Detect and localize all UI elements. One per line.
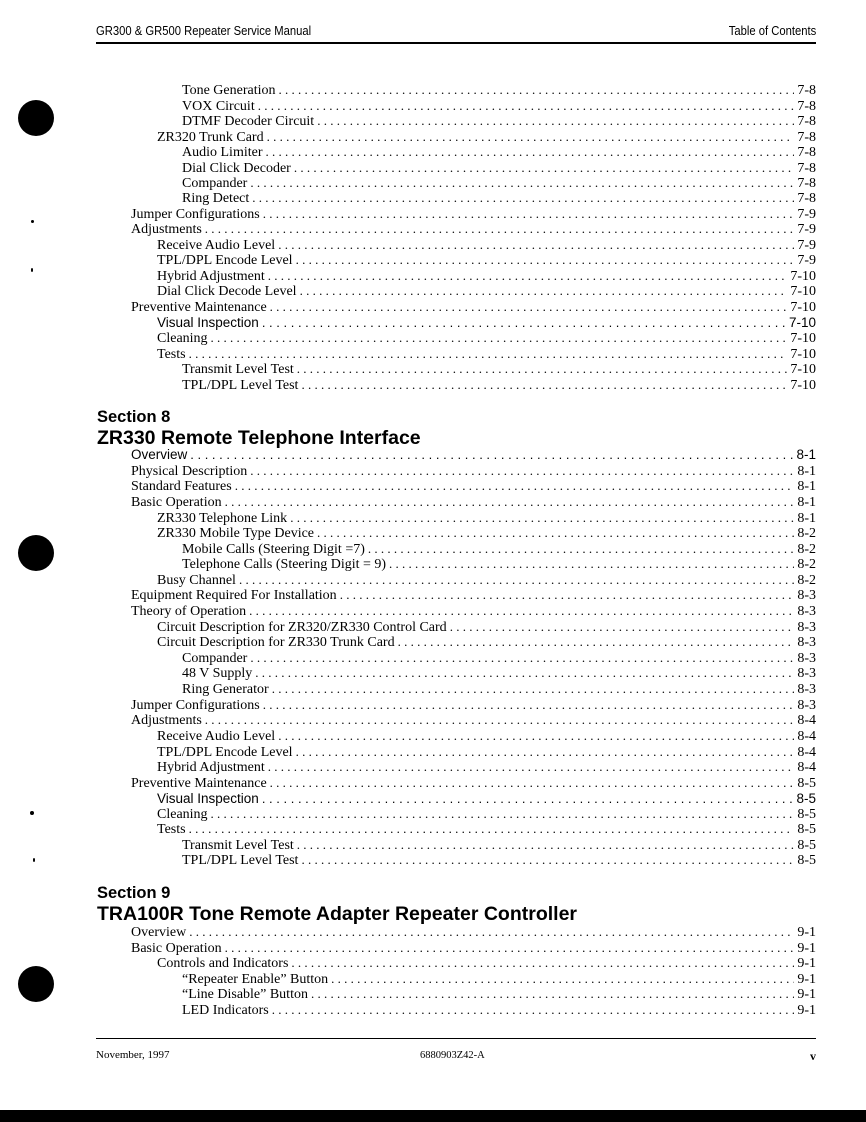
section-8-label: Section 8 (97, 408, 171, 426)
toc-entry[interactable]: Cleaning . . . 8-5 (157, 806, 816, 821)
punch-hole-bottom (18, 966, 54, 1002)
section-8-title: ZR330 Remote Telephone Interface (97, 427, 421, 449)
manual-title: GR300 & GR500 Repeater Service Manual (96, 24, 312, 38)
punch-hole-middle (18, 535, 54, 571)
toc-entry[interactable]: TPL/DPL Encode Level . . . 8-4 (157, 744, 816, 759)
toc-entry[interactable]: Circuit Description for ZR330 Trunk Card . . . 8-3 (157, 634, 816, 649)
toc-entry[interactable]: Theory of Operation . . . 8-3 (131, 603, 816, 618)
toc-entry[interactable]: Hybrid Adjustment . . . 7-10 (157, 268, 816, 283)
toc-entry[interactable]: Dial Click Decode Level . . . 7-10 (157, 283, 816, 298)
toc-entry[interactable]: Ring Detect . . . 7-8 (182, 190, 816, 205)
footer-page-number: v (810, 1049, 816, 1063)
toc-entry[interactable]: Mobile Calls (Steering Digit =7) . . . 8-2 (182, 541, 816, 556)
scan-speck (30, 811, 34, 815)
toc-entry[interactable]: Adjustments . . . 7-9 (131, 221, 816, 236)
toc-entry[interactable]: TPL/DPL Level Test . . . 8-5 (182, 852, 816, 867)
scan-edge-bar (0, 1110, 866, 1122)
toc-entry[interactable]: Visual Inspection . . . 8-5 (157, 791, 816, 806)
toc-entry[interactable]: TPL/DPL Encode Level . . . 7-9 (157, 252, 816, 267)
header-section-name: Table of Contents (728, 24, 816, 38)
toc-entry[interactable]: Tests . . . 7-10 (157, 346, 816, 361)
toc-entry[interactable]: Equipment Required For Installation . . . 8-3 (131, 587, 816, 602)
toc-entry[interactable]: Physical Description . . . 8-1 (131, 463, 816, 478)
toc-entry[interactable]: Overview . . . 8-1 (131, 447, 816, 462)
toc-entry[interactable]: Cleaning . . . 7-10 (157, 330, 816, 345)
toc-entry[interactable]: ZR330 Telephone Link . . . 8-1 (157, 510, 816, 525)
toc-entry[interactable]: Dial Click Decoder . . . 7-8 (182, 160, 816, 175)
toc-entry[interactable]: “Repeater Enable” Button . . . 9-1 (182, 971, 816, 986)
toc-entry[interactable]: LED Indicators . . . 9-1 (182, 1002, 816, 1017)
toc-entry[interactable]: Standard Features . . . 8-1 (131, 478, 816, 493)
toc-entry[interactable]: Overview . . . 9-1 (131, 924, 816, 939)
toc-entry[interactable]: Adjustments . . . 8-4 (131, 712, 816, 727)
toc-entry[interactable]: Preventive Maintenance . . . 8-5 (131, 775, 816, 790)
toc-entry[interactable]: “Line Disable” Button . . . 9-1 (182, 986, 816, 1001)
toc-entry[interactable]: ZR330 Mobile Type Device . . . 8-2 (157, 525, 816, 540)
toc-entry[interactable]: Ring Generator . . . 8-3 (182, 681, 816, 696)
toc-entry[interactable]: Audio Limiter . . . 7-8 (182, 144, 816, 159)
toc-entry[interactable]: Basic Operation . . . 9-1 (131, 940, 816, 955)
section-9-label: Section 9 (97, 884, 171, 902)
footer-document-number: 6880903Z42-A (420, 1050, 485, 1061)
toc-entry[interactable]: VOX Circuit . . . 7-8 (182, 98, 816, 113)
toc-entry[interactable]: Compander . . . 8-3 (182, 650, 816, 665)
page-header (96, 24, 816, 44)
toc-entry[interactable]: Visual Inspection . . . 7-10 (157, 315, 816, 330)
toc-entry[interactable]: Transmit Level Test . . . 7-10 (182, 361, 816, 376)
scan-speck (33, 858, 35, 862)
toc-entry[interactable]: Circuit Description for ZR320/ZR330 Control Card . . . 8-3 (157, 619, 816, 634)
toc-entry[interactable]: TPL/DPL Level Test . . . 7-10 (182, 377, 816, 392)
scan-speck (31, 220, 34, 223)
toc-entry[interactable]: Tone Generation . . . 7-8 (182, 82, 816, 97)
toc-entry[interactable]: Receive Audio Level . . . 7-9 (157, 237, 816, 252)
footer-date: November, 1997 (96, 1049, 170, 1061)
toc-entry[interactable]: Hybrid Adjustment . . . 8-4 (157, 759, 816, 774)
toc-entry[interactable]: Preventive Maintenance . . . 7-10 (131, 299, 816, 314)
toc-entry[interactable]: Busy Channel . . . 8-2 (157, 572, 816, 587)
page-footer (96, 1038, 816, 1065)
toc-entry[interactable]: Tests . . . 8-5 (157, 821, 816, 836)
toc-entry[interactable]: Basic Operation . . . 8-1 (131, 494, 816, 509)
punch-hole-top (18, 100, 54, 136)
toc-entry[interactable]: Receive Audio Level . . . 8-4 (157, 728, 816, 743)
toc-entry[interactable]: Compander . . . 7-8 (182, 175, 816, 190)
toc-entry[interactable]: Controls and Indicators . . . 9-1 (157, 955, 816, 970)
toc-entry[interactable]: Jumper Configurations . . . 8-3 (131, 697, 816, 712)
scan-speck (31, 268, 33, 272)
toc-entry[interactable]: Jumper Configurations . . . 7-9 (131, 206, 816, 221)
section-9-title: TRA100R Tone Remote Adapter Repeater Controller (97, 903, 578, 925)
toc-entry[interactable]: DTMF Decoder Circuit . . . 7-8 (182, 113, 816, 128)
toc-entry[interactable]: Telephone Calls (Steering Digit = 9) . . . 8-2 (182, 556, 816, 571)
toc-entry[interactable]: Transmit Level Test . . . 8-5 (182, 837, 816, 852)
toc-entry[interactable]: ZR320 Trunk Card . . . 7-8 (157, 129, 816, 144)
toc-entry[interactable]: 48 V Supply . . . 8-3 (182, 665, 816, 680)
